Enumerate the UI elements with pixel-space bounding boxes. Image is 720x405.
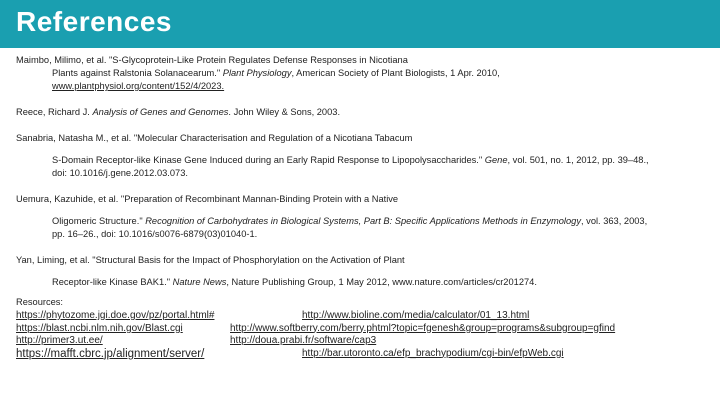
reference-text: Yan, Liming, et al. "Structural Basis for the Impact of Phosphorylation on the Activation of Plant [16,255,405,265]
resource-row [16,323,712,336]
resource-row [16,310,712,323]
reference-text: Oligomeric Structure." [52,216,146,226]
reference-text: Uemura, Kazuhide, et al. "Preparation of Recombinant Mannan-Binding Protein with a Native [16,194,399,204]
reference-text: Receptor-like Kinase BAK1." [52,277,173,287]
resources-section [16,296,712,362]
reference-text: doi: 10.1016/j.gene.2012.03.073. [52,168,188,178]
reference-text: Plants against Ralstonia Solanacearum." [52,68,223,78]
journal-title: Plant Physiology [222,68,292,78]
resource-link-softberry[interactable]: http://www.softberry.com/berry.phtml?topic=fgenesh&group=programs&subgroup=gfind [230,322,616,334]
resource-row [16,335,712,348]
reference-text: pp. 16–26., doi: 10.1016/s0076-6879(03)01040-1. [52,229,258,239]
resource-link-bioline[interactable]: http://www.bioline.com/media/calculator/01_13.html [302,310,530,321]
reference-reece [16,106,712,119]
reference-text: , vol. 501, no. 1, 2012, pp. 39–48., [507,155,649,165]
resource-link-bar-efp[interactable]: http://bar.utoronto.ca/efp_brachypodium/cgi-bin/efpWeb.cgi [302,347,564,359]
title-banner [0,0,720,48]
reference-yan [16,254,712,289]
resources-label: Resources: [16,297,64,307]
resource-link-mafft[interactable]: https://mafft.cbrc.jp/alignment/server/ [16,347,205,360]
resource-link-primer3[interactable]: http://primer3.ut.ee/ [16,335,103,346]
resource-link-cap3[interactable]: http://doua.prabi.fr/software/cap3 [230,335,377,346]
reference-list [16,54,712,302]
reference-link[interactable]: www.plantphysiol.org/content/152/4/2023. [52,81,225,91]
page-title: References [16,6,172,37]
reference-uemura [16,193,712,241]
book-title: Recognition of Carbohydrates in Biological Systems, Part B: Specific Applications Methods in Enzymology [145,216,581,226]
resource-row [16,348,712,362]
resource-link-blast[interactable]: https://blast.ncbi.nlm.nih.gov/Blast.cgi [16,322,183,334]
resource-link-phytozome[interactable]: https://phytozome.jgi.doe.gov/pz/portal.html# [16,310,215,321]
reference-text: Sanabria, Natasha M., et al. "Molecular Characterisation and Regulation of a Nicotiana Tabacum [16,133,413,143]
book-title: Analysis of Genes and Genomes [92,107,229,117]
reference-text: , American Society of Plant Biologists, 1 Apr. 2010, [291,68,500,78]
reference-text: Reece, Richard J. [16,107,93,117]
reference-text: , Nature Publishing Group, 1 May 2012, www.nature.com/articles/cr201274. [226,277,537,287]
reference-text: S-Domain Receptor-like Kinase Gene Induced during an Early Rapid Response to Lipopolysaccharides." [52,155,485,165]
reference-text: Maimbo, Milimo, et al. "S-Glycoprotein-Like Protein Regulates Defense Responses in Nicotiana [16,55,408,65]
reference-text: . John Wiley & Sons, 2003. [228,107,341,117]
reference-maimbo [16,54,712,93]
journal-title: Nature News [172,277,227,287]
reference-text: , vol. 363, 2003, [581,216,648,226]
reference-sanabria [16,132,712,180]
journal-title: Gene [484,155,508,165]
